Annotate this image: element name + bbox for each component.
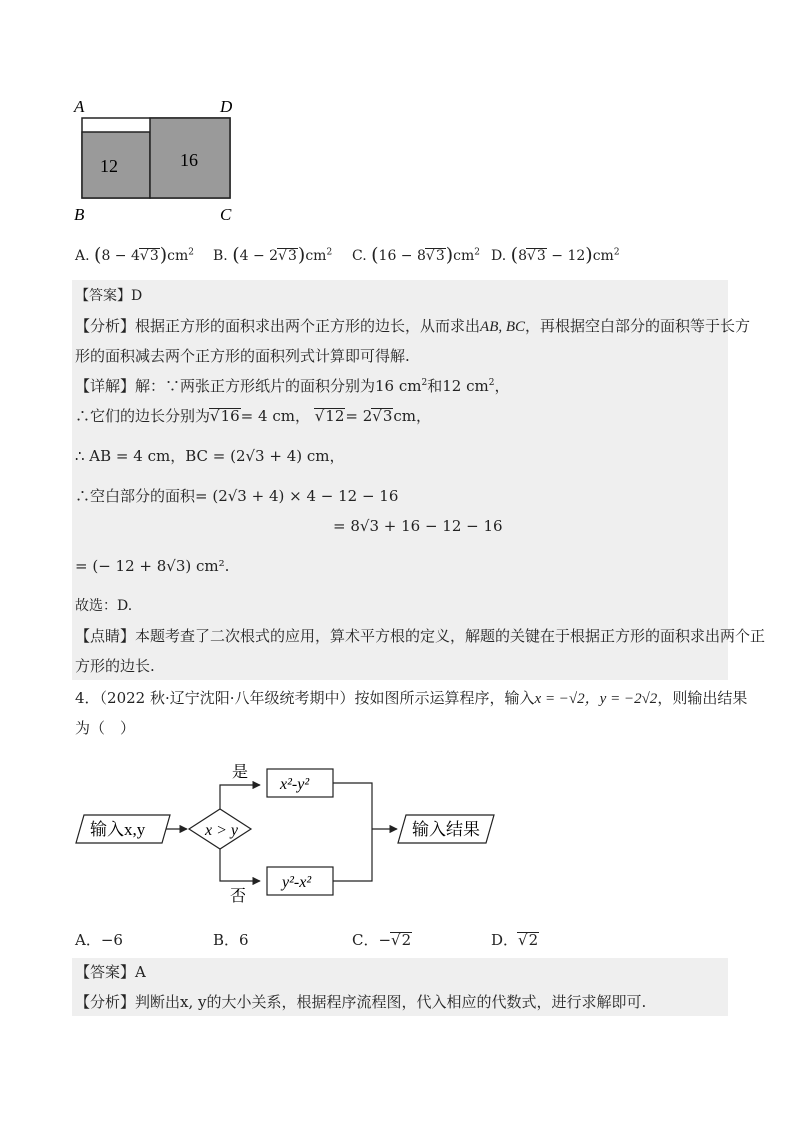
input-label: 输入x,y	[90, 820, 146, 839]
q3-answer: 【答案】D	[75, 288, 143, 304]
q3-option-a[interactable]: A. $(8 - 4√3)cm^2$	[75, 244, 195, 266]
q4-analysis: 【分析】判断出x, y的大小关系，根据程序流程图，代入相应的代数式，进行求解即可.	[75, 993, 647, 1011]
label-c: C	[220, 205, 232, 224]
label-d: D	[220, 97, 233, 116]
merge-line	[333, 783, 372, 881]
yes-expression: x²-y²	[280, 776, 310, 793]
yes-label: 是	[232, 764, 249, 781]
q3-comment-line-1: 【点睛】本题考查了二次根式的应用，算术平方根的定义，解题的关键在于根据正方形的面积求出两个正	[75, 627, 766, 645]
no-label: 否	[230, 888, 247, 905]
q4-stem-line-1: 4．（2022 秋·辽宁沈阳·八年级统考期中）按如图所示运算程序，输入x = −√2，y = −2√2，则输出结果	[75, 689, 748, 707]
q3-analysis-line-1: 【分析】根据正方形的面积求出两个正方形的边长，从而求出AB, BC，再根据空白部分的面积等于长方	[75, 317, 751, 335]
q4-option-b[interactable]: B．6	[213, 931, 249, 949]
q3-detail-line-2: ∴它们的边长分别为√16= 4 cm， √12= 2√3cm，	[75, 407, 432, 425]
q3-detail-line-4: ∴空白部分的面积= (2√3 + 4) × 4 − 12 − 16	[75, 487, 399, 505]
q3-solution-block	[72, 280, 728, 680]
q3-analysis-line-2: 形的面积减去两个正方形的面积列式计算即可得解.	[75, 347, 410, 365]
q3-option-d[interactable]: D. $(8√3 - 12)cm^2$	[491, 244, 620, 266]
rectangle-figure	[60, 92, 260, 232]
q3-detail-line-5: = 8√3 + 16 − 12 − 16	[333, 517, 503, 535]
no-branch-arrow	[220, 849, 260, 881]
q3-option-b[interactable]: B. $(4 - 2√3)cm^2$	[213, 244, 333, 266]
flowchart	[70, 755, 510, 905]
q4-option-d[interactable]: D．√2	[491, 931, 539, 949]
q3-option-c[interactable]: C. $(16 - 8√3)cm^2$	[352, 244, 481, 266]
yes-branch-arrow	[220, 785, 260, 809]
q3-choose: 故选：D.	[75, 598, 133, 614]
q4-option-c[interactable]: C．−√2	[352, 931, 412, 949]
output-label: 输入结果	[412, 820, 480, 839]
no-expression: y²-x²	[282, 874, 312, 891]
square-small-area: 12	[100, 156, 118, 176]
q4-stem-line-2: 为（ ）	[75, 719, 136, 737]
decision-label: x > y	[205, 822, 238, 839]
q4-answer: 【答案】A	[75, 963, 146, 981]
square-large-area: 16	[180, 150, 198, 170]
q3-comment-line-2: 方形的边长.	[75, 657, 155, 675]
q3-detail-line-6: = (− 12 + 8√3) cm².	[75, 557, 230, 575]
label-b: B	[74, 205, 85, 224]
label-a: A	[74, 97, 85, 116]
q4-option-a[interactable]: A．−6	[75, 931, 123, 949]
q3-detail-line-1: 【详解】解：∵两张正方形纸片的面积分别为16 $cm^2$和12 $cm^2$，	[75, 377, 510, 395]
q3-detail-line-3: ∴ AB = 4 cm，BC = (2√3 + 4) cm，	[75, 447, 345, 465]
